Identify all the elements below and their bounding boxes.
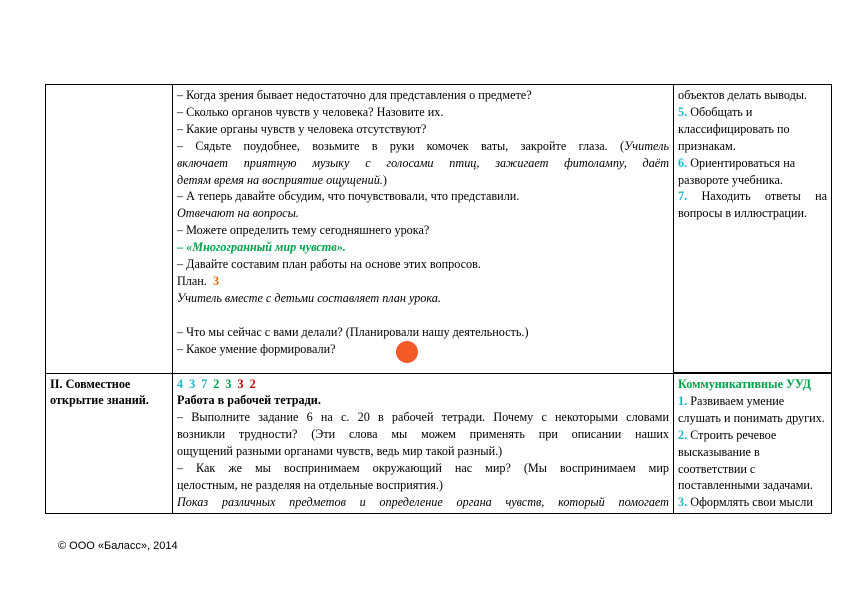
content-line: – Когда зрения бывает недостаточно для представления о предмете? [177,88,532,102]
lesson-topic: – «Многогранный мир чувств». [177,240,346,255]
content-line: – Можете определить тему сегодняшнего урока? [177,223,430,238]
content-line: – Какое умение формировали? [177,341,336,356]
uud-item: 2. Строить речевое высказывание в соответствии с поставленными задачами. [678,427,813,493]
table-row [46,85,832,374]
plan-number: 3 [212,273,220,288]
plan-line: План. 3 [177,273,220,288]
lesson-plan-table [45,84,832,514]
content-cell [173,85,674,374]
content-line: – Сколько органов чувств у человека? Назовите их. [177,104,444,119]
activity-line: Показ различных предметов и определение органа чувств, который помогает [177,494,669,509]
copyright-footer: © ООО «Баласс», 2014 [58,540,178,552]
task-line: ощущений разными органами чувств, ведь мир такой разный.) [177,444,503,459]
paragraph-line: включает приятную музыку с голосами птиц, зажигает фитолампу, даёт [177,155,669,170]
uud-cell [674,85,832,374]
orange-circle-marker [396,341,418,363]
content-line: – Что мы сейчас с вами делали? (Планировали нашу деятельность.) [177,324,529,339]
uud-intro: объектов делать выводы. [678,88,808,102]
question-line: – Как же мы воспринимаем окружающий нас мир? (Мы воспринимаем мир [177,461,669,476]
content-line: Учитель вместе с детьми составляет план урока. [177,290,441,305]
question-line: целостным, не разделяя на отдельные восприятия.) [177,477,443,492]
table-row [46,373,832,514]
uud-item: 3. Оформлять свои мысли [678,495,813,510]
stage-title: II. Совместное открытие знаний. [46,373,173,514]
uud-item: 7. Находить ответы на вопросы в иллюстрации. [678,189,827,221]
task-line: – Выполните задание 6 на с. 20 в рабочей тетради. Почему с некоторыми словами [177,410,669,425]
skill-numbers: 4 3 7 2 3 3 2 [177,376,256,391]
uud-cell [674,373,832,514]
uud-item: 6. Ориентироваться на развороте учебника. [678,155,796,187]
content-line: – Какие органы чувств у человека отсутствуют? [177,121,427,136]
blank-line [177,307,669,324]
task-line: возникли трудности? (Эти слова мы можем применять при описании наших [177,427,669,442]
content-line: – Давайте составим план работы на основе этих вопросов. [177,257,481,272]
section-heading: Работа в рабочей тетради. [177,393,321,408]
uud-item: 1. Развиваем умение слушать и понимать других. [678,393,825,425]
uud-item: 5. Обобщать и классифицировать по признакам. [678,104,790,153]
paragraph-line: детям время на восприятие ощущений.) [177,172,387,187]
paragraph-line: – Сядьте поудобнее, возьмите в руки комочек ваты, закройте глаза. (Учитель [177,138,669,153]
uud-title: Коммуникативные УУД [678,377,812,391]
content-cell [173,373,674,514]
stage-cell [46,85,173,374]
content-line: Отвечают на вопросы. [177,206,299,221]
content-line: – А теперь давайте обсудим, что почувствовали, что представили. [177,189,520,204]
